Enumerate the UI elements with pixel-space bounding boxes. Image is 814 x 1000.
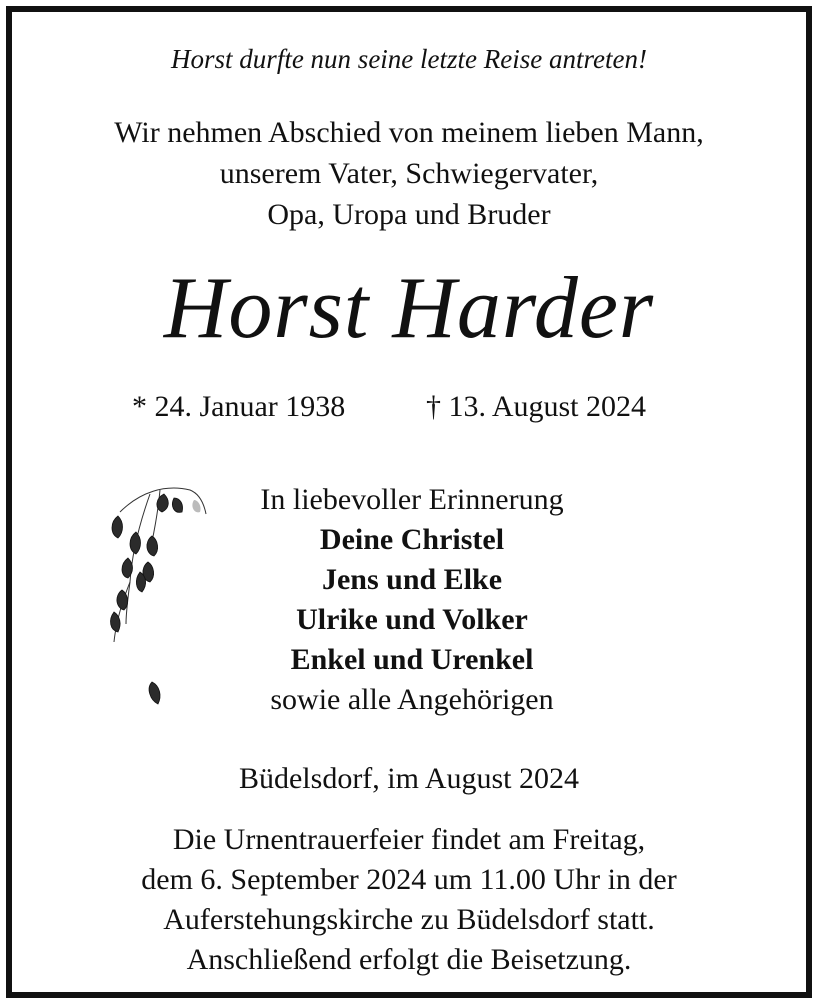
funeral-line: Auferstehungskirche zu Büdelsdorf statt. bbox=[163, 903, 655, 936]
intro-line: Opa, Uropa und Bruder bbox=[267, 198, 551, 231]
funeral-line: Anschließend erfolgt die Beisetzung. bbox=[186, 943, 632, 976]
memory-outro: sowie alle Angehörigen bbox=[270, 683, 554, 716]
farewell-intro bbox=[12, 112, 806, 235]
intro-line: Wir nehmen Abschied von meinem lieben Mann, bbox=[114, 116, 704, 149]
mourner-line: Ulrike und Volker bbox=[296, 603, 528, 636]
place-date: Büdelsdorf, im August 2024 bbox=[238, 762, 579, 795]
memory-intro: In liebevoller Erinnerung bbox=[260, 483, 564, 516]
motto: Horst durfte nun seine letzte Reise antreten! bbox=[171, 44, 647, 74]
death-date: † 13. August 2024 bbox=[426, 390, 647, 423]
obituary-notice bbox=[6, 6, 812, 998]
funeral-line: dem 6. September 2024 um 11.00 Uhr in der bbox=[141, 863, 677, 896]
funeral-line: Die Urnentrauerfeier findet am Freitag, bbox=[172, 823, 646, 856]
mourners-block bbox=[112, 480, 712, 720]
intro-line: unserem Vater, Schwiegervater, bbox=[219, 157, 599, 190]
mourner-line: Jens und Elke bbox=[321, 563, 503, 596]
life-dates bbox=[12, 390, 806, 430]
birth-date: * 24. Januar 1938 bbox=[132, 390, 346, 423]
funeral-info bbox=[12, 820, 806, 980]
mourner-line: Deine Christel bbox=[319, 523, 505, 556]
mourner-line: Enkel und Urenkel bbox=[290, 643, 534, 676]
deceased-name: Horst Harder bbox=[163, 260, 655, 357]
